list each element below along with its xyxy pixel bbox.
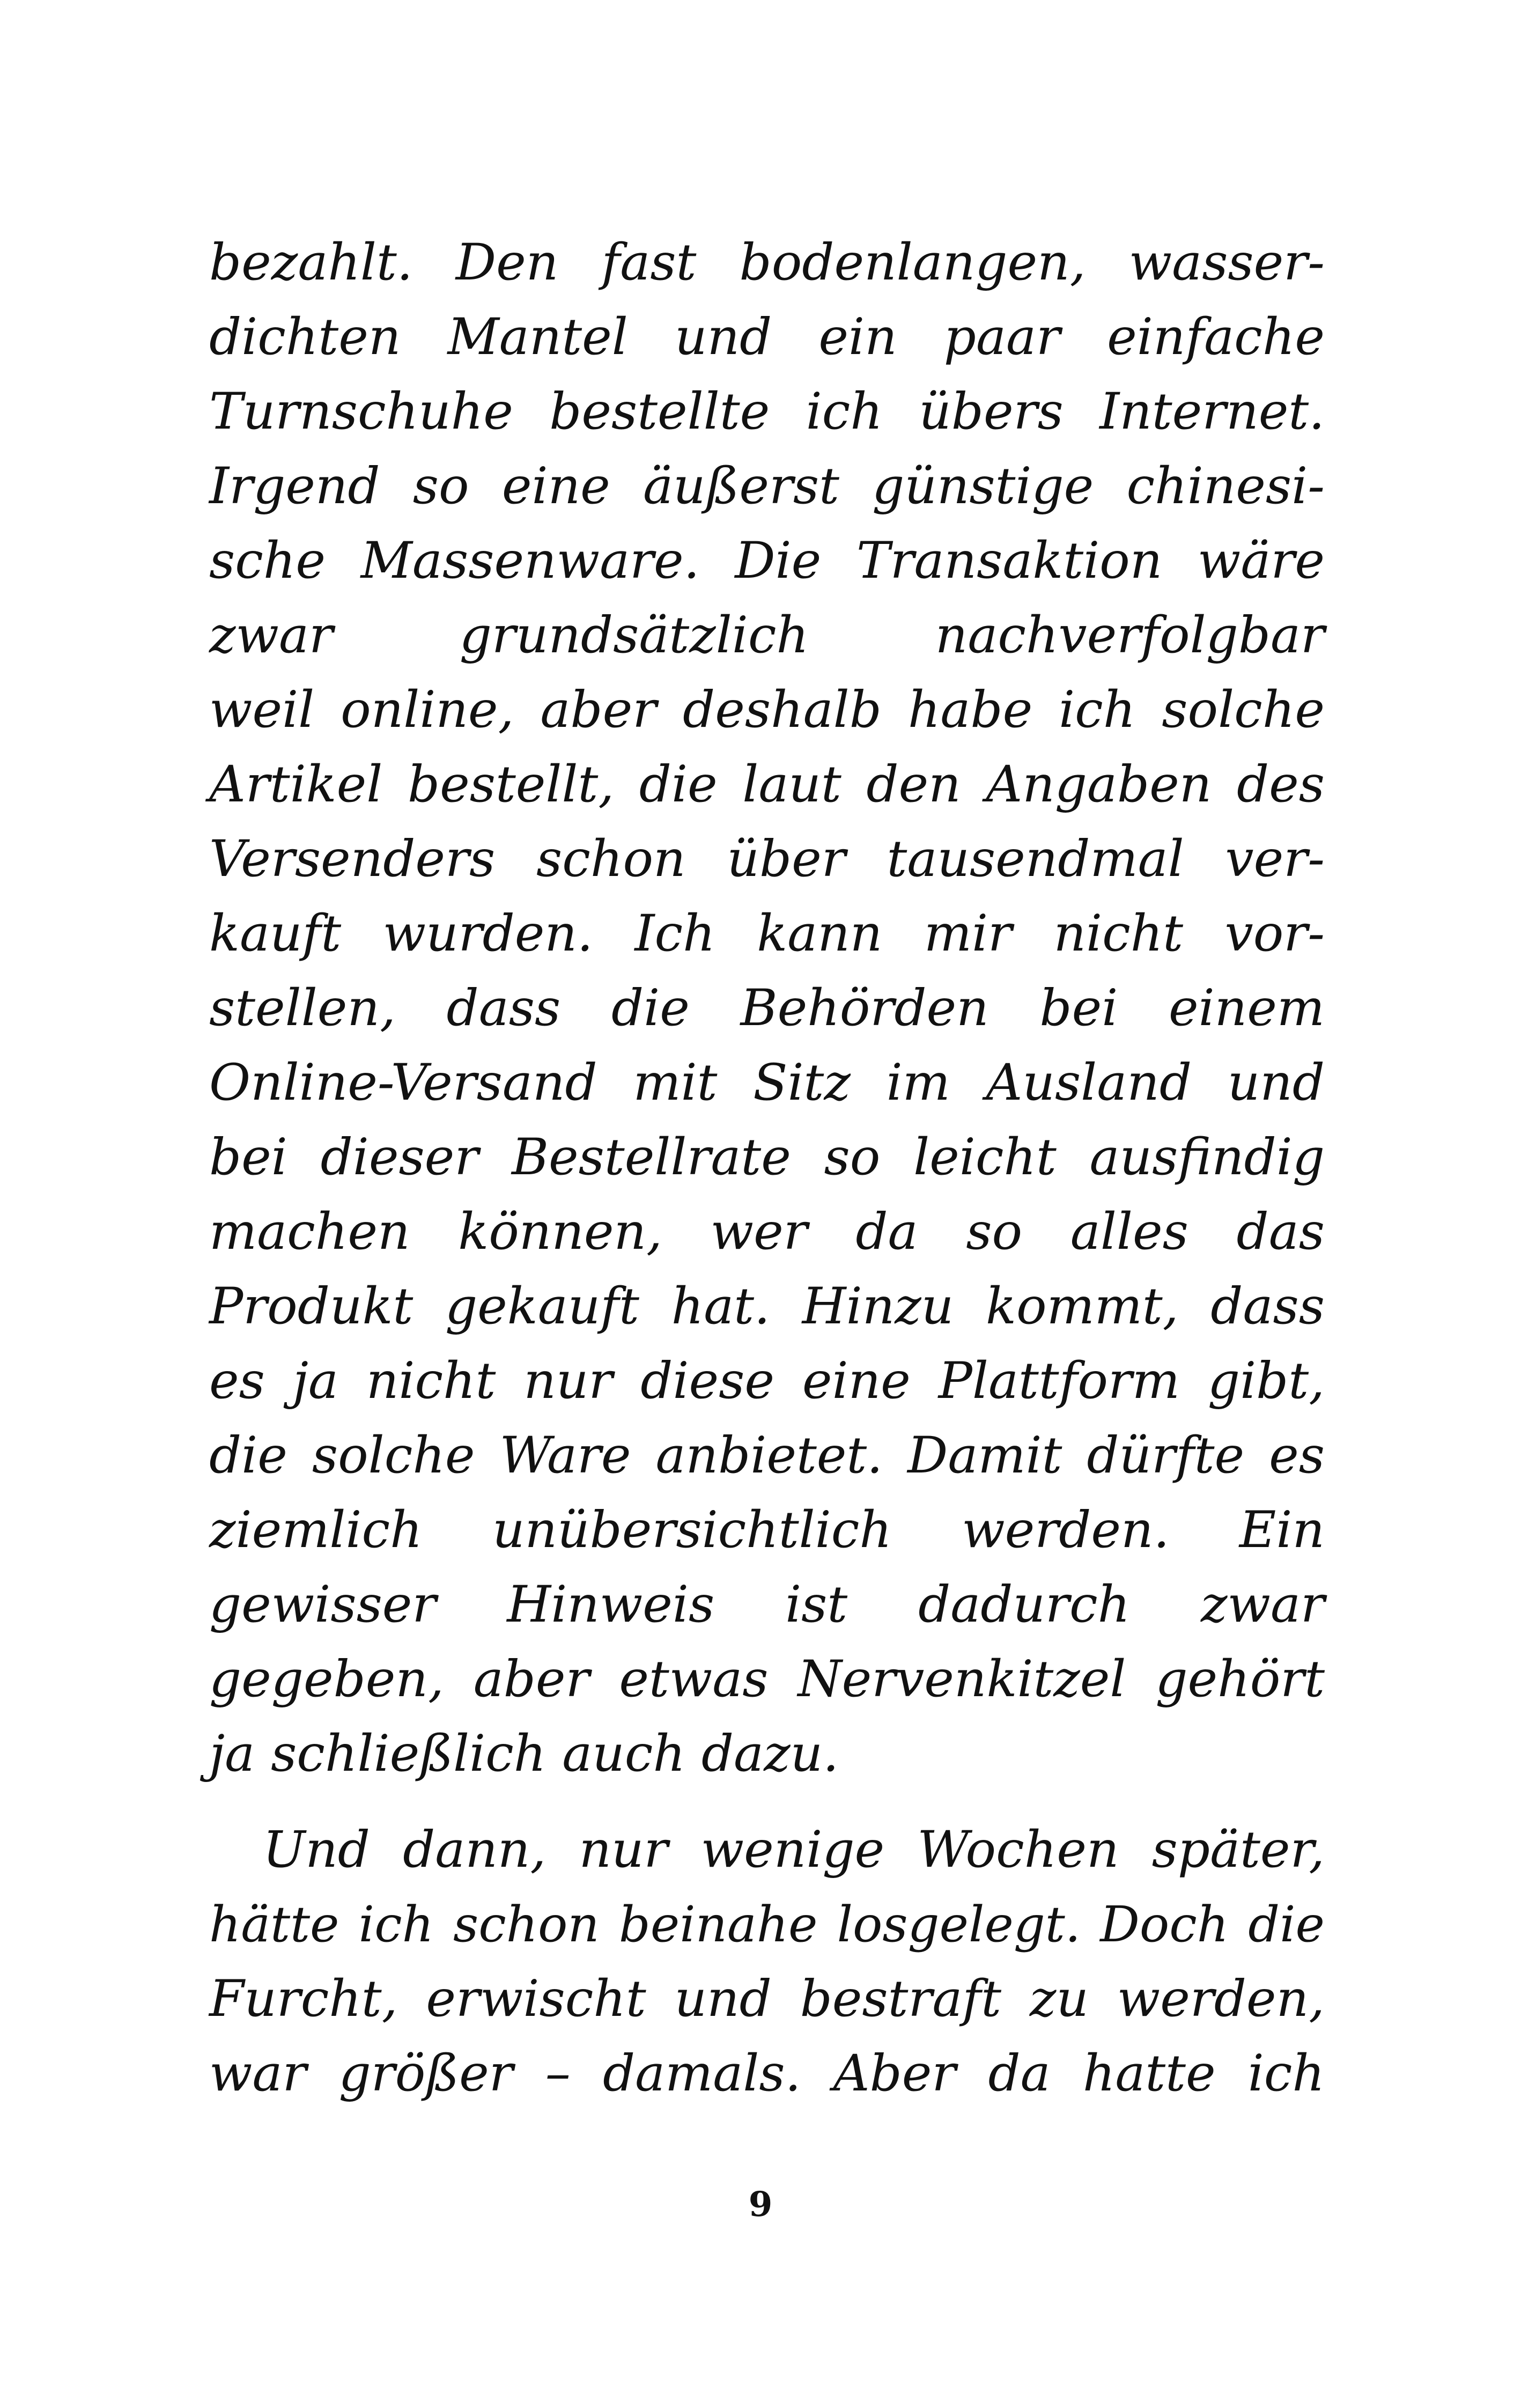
text-line: weil online, aber deshalb habe ich solche (209, 681, 1325, 739)
text-line: war größer – damals. Aber da hatte ich (209, 2044, 1325, 2103)
text-line: Online-Versand mit Sitz im Ausland und (209, 1054, 1325, 1112)
text-line: gegeben, aber etwas Nervenkitzel gehört (209, 1650, 1325, 1709)
text-line: hätte ich schon beinahe losgelegt. Doch die (209, 1896, 1325, 1953)
text-line: sche Massenware. Die Transaktion wäre (209, 532, 1325, 590)
text-line: dichten Mantel und ein paar einfache (209, 308, 1325, 366)
paragraph-2 (209, 1813, 1325, 2111)
page-number: 9 (748, 2184, 773, 2225)
text-line: bezahlt. Den fast bodenlangen, wasser- (209, 233, 1325, 292)
body-text (209, 225, 1325, 2111)
text-line: Irgend so eine äußerst günstige chinesi- (209, 457, 1325, 516)
text-line: Turnschuhe bestellte ich übers Internet. (209, 382, 1325, 441)
text-line: ziemlich unübersichtlich werden. Ein (209, 1501, 1325, 1559)
text-line: Versenders schon über tausendmal ver- (209, 830, 1325, 888)
text-line: ja schließlich auch dazu. (209, 1725, 839, 1783)
text-line: kauft wurden. Ich kann mir nicht vor- (209, 904, 1325, 963)
text-line: die solche Ware anbietet. Damit dürfte es (209, 1426, 1325, 1485)
text-line: Artikel bestellt, die laut den Angaben des (209, 755, 1325, 814)
text-line: Furcht, erwischt und bestraft zu werden, (209, 1970, 1325, 2028)
text-line: Und dann, nur wenige Wochen später, (263, 1821, 1325, 1879)
text-line: es ja nicht nur diese eine Plattform gibt, (209, 1352, 1325, 1410)
text-line: machen können, wer da so alles das (209, 1203, 1325, 1261)
text-line: Produkt gekauft hat. Hinzu kommt, dass (209, 1277, 1325, 1336)
paragraph-1 (209, 225, 1325, 1791)
paragraph-spacer (209, 1791, 1325, 1813)
text-line: bei dieser Bestellrate so leicht ausfindig (209, 1128, 1325, 1187)
text-line: stellen, dass die Behörden bei einem (209, 979, 1325, 1037)
text-line: gewisser Hinweis ist dadurch zwar (209, 1575, 1325, 1634)
text-line: zwar grundsätzlich nachverfolgbar (209, 606, 1325, 665)
